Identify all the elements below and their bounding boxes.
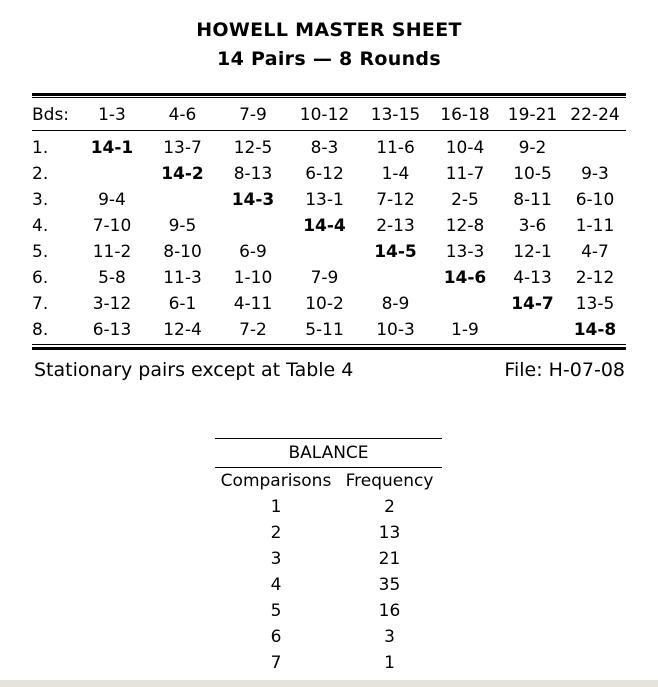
table-number: 5. xyxy=(32,242,49,262)
pair-cell: 8-11 xyxy=(513,190,552,210)
comparisons-value: 4 xyxy=(270,575,282,595)
pair-cell: 6-12 xyxy=(305,164,344,184)
pair-cell: 6-10 xyxy=(575,190,615,210)
pair-cell: 11-2 xyxy=(92,242,132,262)
pair-cell: 8-10 xyxy=(163,242,202,262)
pair-cell: 12-1 xyxy=(513,242,552,262)
balance-header-frequency: Frequency xyxy=(345,471,434,491)
pair-cell xyxy=(146,187,219,213)
pair-cell: 12-8 xyxy=(445,216,485,236)
pair-cell: 7-2 xyxy=(239,320,267,340)
pair-cell: 6-1 xyxy=(168,294,197,314)
table-row xyxy=(32,161,626,187)
pair-cell: 3-12 xyxy=(92,294,132,314)
table-number: 8. xyxy=(32,320,49,340)
howell-schedule-table xyxy=(32,101,626,343)
pair-cell: 2-13 xyxy=(376,216,415,236)
table-number: 3. xyxy=(32,190,49,210)
pair-cell: 6-9 xyxy=(239,242,267,262)
page-title: HOWELL MASTER SHEET xyxy=(196,19,462,41)
pair-cell: 6-13 xyxy=(92,320,132,340)
stationary-pair-cell: 14-5 xyxy=(374,242,417,262)
pair-cell: 4-7 xyxy=(581,242,609,262)
balance-row xyxy=(215,520,442,546)
frequency-value: 35 xyxy=(378,575,401,595)
comparisons-value: 7 xyxy=(270,653,282,673)
pair-cell: 7-9 xyxy=(310,268,339,288)
balance-header-comparisons: Comparisons xyxy=(220,471,332,491)
pair-cell: 1-10 xyxy=(233,268,273,288)
pair-cell: 7-10 xyxy=(92,216,132,236)
pair-cell: 10-4 xyxy=(445,138,485,158)
frequency-value: 16 xyxy=(378,601,401,621)
balance-row xyxy=(215,546,442,572)
header-boards: 1-3 xyxy=(98,105,126,125)
table-number: 6. xyxy=(32,268,49,288)
frequency-value: 1 xyxy=(384,653,395,673)
table-row xyxy=(32,291,626,317)
comparisons-value: 3 xyxy=(270,549,282,569)
header-boards: 4-6 xyxy=(168,105,197,125)
frequency-value: 2 xyxy=(384,497,395,517)
table-row xyxy=(32,265,626,291)
header-boards: 22-24 xyxy=(570,105,620,125)
pair-cell: 10-5 xyxy=(513,164,552,184)
pair-cell xyxy=(501,317,564,343)
comparisons-value: 5 xyxy=(270,601,282,621)
pair-cell: 3-6 xyxy=(518,216,547,236)
stationary-pair-cell: 14-6 xyxy=(443,268,487,288)
table-number: 7. xyxy=(32,294,49,314)
header-boards: 19-21 xyxy=(507,105,558,125)
balance-row xyxy=(215,624,442,650)
pair-cell: 7-12 xyxy=(376,190,415,210)
bottom-rule-thick xyxy=(32,347,626,350)
pair-cell: 9-2 xyxy=(518,138,547,158)
table-row xyxy=(32,317,626,343)
stationary-pair-cell: 14-1 xyxy=(90,138,134,158)
balance-row xyxy=(215,494,442,520)
pair-cell: 1-11 xyxy=(575,216,615,236)
frequency-value: 3 xyxy=(384,627,395,647)
pair-cell: 8-9 xyxy=(381,294,410,314)
table-row xyxy=(32,239,626,265)
comparisons-value: 6 xyxy=(270,627,282,647)
header-boards: 7-9 xyxy=(239,105,267,125)
header-boards: 16-18 xyxy=(440,105,490,125)
pair-cell: 10-3 xyxy=(376,320,415,340)
header-boards: 13-15 xyxy=(370,105,421,125)
file-label: File: H-07-08 xyxy=(504,359,625,381)
balance-table xyxy=(215,438,442,676)
pair-cell xyxy=(287,239,362,265)
stationary-pair-cell: 14-4 xyxy=(303,216,346,236)
pair-cell: 12-5 xyxy=(233,138,273,158)
pair-cell: 13-7 xyxy=(163,138,202,158)
pair-cell: 1-4 xyxy=(381,164,410,184)
schedule-header-row xyxy=(32,101,626,129)
stationary-pair-cell: 14-2 xyxy=(161,164,204,184)
pair-cell xyxy=(362,265,429,291)
top-rule-thin xyxy=(32,97,626,98)
comparisons-value: 1 xyxy=(270,497,282,517)
pair-cell: 13-5 xyxy=(575,294,615,314)
pair-cell: 5-8 xyxy=(98,268,126,288)
pair-cell: 8-13 xyxy=(233,164,273,184)
balance-row xyxy=(215,572,442,598)
balance-row xyxy=(215,598,442,624)
stationary-pair-cell: 14-8 xyxy=(573,320,617,340)
balance-header-row xyxy=(215,468,442,494)
pair-cell: 8-3 xyxy=(310,138,339,158)
pair-cell: 9-4 xyxy=(98,190,126,210)
header-bds: Bds: xyxy=(32,105,70,125)
pair-cell: 9-3 xyxy=(581,164,609,184)
pair-cell: 13-1 xyxy=(305,190,344,210)
pair-cell: 10-2 xyxy=(305,294,344,314)
top-rule-thick xyxy=(32,93,626,96)
pair-cell: 11-3 xyxy=(163,268,202,288)
pair-cell: 11-7 xyxy=(445,164,485,184)
table-number: 2. xyxy=(32,164,49,184)
table-row xyxy=(32,213,626,239)
footer-note: Stationary pairs except at Table 4 xyxy=(34,359,354,381)
table-number: 4. xyxy=(32,216,49,236)
stationary-pair-cell: 14-7 xyxy=(511,294,554,314)
pair-cell xyxy=(429,291,501,317)
pair-cell xyxy=(78,161,146,187)
window-bottom-edge xyxy=(0,680,658,687)
pair-cell xyxy=(219,213,287,239)
pair-cell xyxy=(564,129,626,161)
pair-cell: 5-11 xyxy=(305,320,344,340)
bottom-rule-thin xyxy=(32,344,626,345)
pair-cell: 4-11 xyxy=(233,294,273,314)
balance-title: BALANCE xyxy=(288,443,369,463)
pair-cell: 4-13 xyxy=(513,268,552,288)
pair-cell: 1-9 xyxy=(451,320,479,340)
frequency-value: 21 xyxy=(378,549,401,569)
header-boards: 10-12 xyxy=(299,105,350,125)
table-row xyxy=(32,187,626,213)
pair-cell: 11-6 xyxy=(376,138,415,158)
balance-row xyxy=(215,650,442,676)
pair-cell: 13-3 xyxy=(445,242,485,262)
table-row xyxy=(32,129,626,161)
pair-cell: 2-12 xyxy=(575,268,615,288)
stationary-pair-cell: 14-3 xyxy=(231,190,275,210)
pair-cell: 12-4 xyxy=(163,320,202,340)
pair-cell: 2-5 xyxy=(451,190,479,210)
comparisons-value: 2 xyxy=(270,523,282,543)
table-number: 1. xyxy=(32,138,49,158)
frequency-value: 13 xyxy=(378,523,401,543)
pair-cell: 9-5 xyxy=(168,216,197,236)
page-subtitle: 14 Pairs — 8 Rounds xyxy=(217,48,441,70)
